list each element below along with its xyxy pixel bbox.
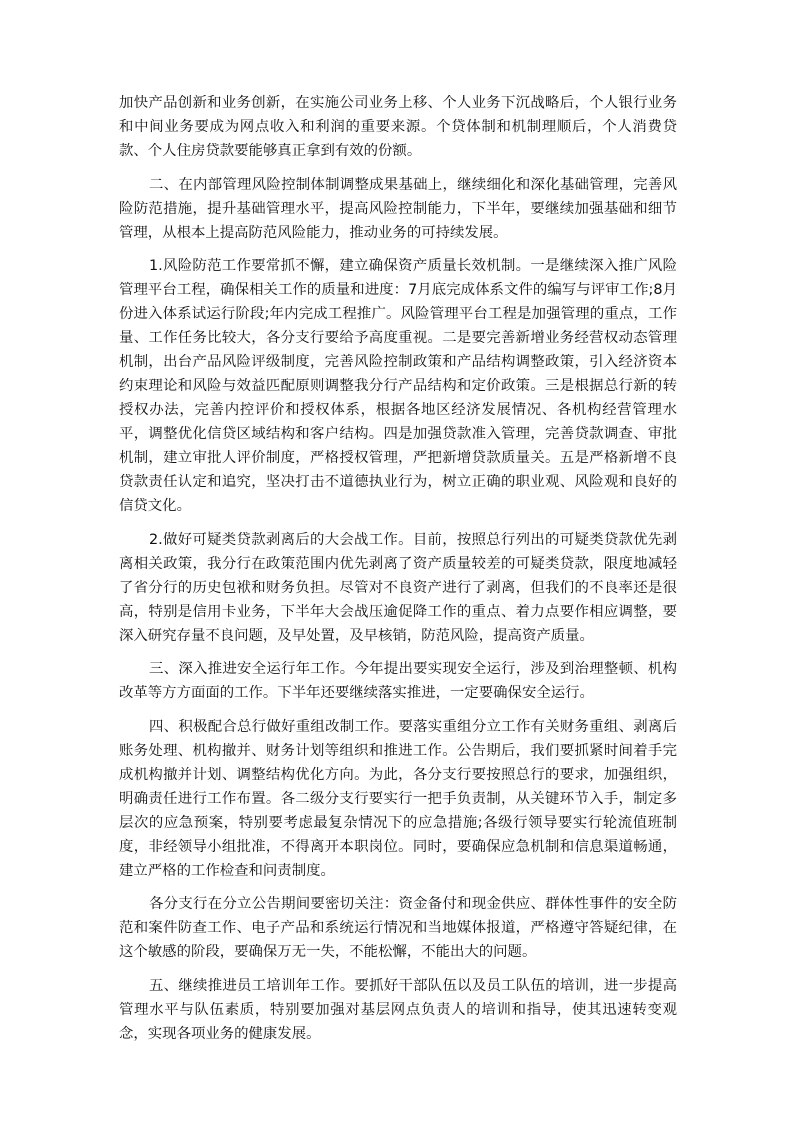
paragraph-section-3: 三、深入推进安全运行年工作。今年提出要实现安全运行，涉及到治理整顿、机构改革等方方面面的工作。下半年还要继续落实推进，一定要确保安全运行。 xyxy=(119,661,677,701)
paragraph-item-1: 1.风险防范工作要常抓不懈，建立确保资产质量长效机制。一是继续深入推广风险管理平台工程，确保相关工作的质量和进度：7月底完成体系文件的编写与评审工作;8月份进入体系试运行阶段;年内完成工程推广。风险管理平台工程是加强管理的重点，工作量、工作任务比较大，各分支行要给予高度重视。二是要完善新增业务经营权动态管理机制，出台产品风险评级制度，完善风险控制政策和产品结构调整政策，引入经济资本约束理论和风险与效益匹配原则调整我分行产品结构和定价政策。三是根据总行新的转授权办法，完善内控评价和授权体系，根据各地区经济发展情况、各机构经营管理水平，调整优化信贷区域结构和客户结构。四是加强贷款准入管理，完善贷款调查、审批机制，建立审批人评价制度，严格授权管理，严把新增贷款质量关。五是严格新增不良贷款责任认定和追究，坚决打击不道德执业行为，树立正确的职业观、风险观和良好的信贷文化。 xyxy=(119,258,677,514)
document-body xyxy=(119,91,677,1055)
paragraph-section-4: 四、积极配合总行做好重组改制工作。要落实重组分立工作有关财务重组、剥离后账务处理、机构撤并、财务计划等组织和推进工作。公告期后，我们要抓紧时间着手完成机构撤并计划、调整结构优化方向。为此，各分支行要按照总行的要求，加强组织，明确责任进行工作布置。各二级分支行要实行一把手负责制，从关键环节入手，制定多层次的应急预案，特别要考虑最复杂情况下的应急措施;各级行领导要实行轮流值班制度，非经领导小组批准，不得离开本职岗位。同时，要确保应急机制和信息渠道畅通，建立严格的工作检查和问责制度。 xyxy=(119,718,677,879)
paragraph-intro: 加快产品创新和业务创新，在实施公司业务上移、个人业务下沉战略后，个人银行业务和中间业务要成为网点收入和利润的重要来源。个贷体制和机制理顺后，个人消费贷款、个人住房贷款要能够真正拿到有效的份额。 xyxy=(119,95,677,159)
paragraph-item-2: 2.做好可疑类贷款剥离后的大会战工作。目前，按照总行列出的可疑类贷款优先剥离相关政策，我分行在政策范围内优先剥离了资产质量较差的可疑类贷款，限度地减轻了省分行的历史包袱和财务负担。尽管对不良资产进行了剥离，但我们的不良率还是很高，特别是信用卡业务，下半年大会战压逾促降工作的重点、着力点要作相应调整，要深入研究存量不良问题，及早处置，及早核销，防范风险，提高资产质量。 xyxy=(119,531,677,644)
paragraph-announcement-period: 各分支行在分立公告期间要密切关注：资金备付和现金供应、群体性事件的安全防范和案件防查工作、电子产品和系统运行情况和当地媒体报道，严格遵守答疑纪律，在这个敏感的阶段，要确保万无一失，不能松懈，不能出大的问题。 xyxy=(119,896,677,960)
paragraph-section-2: 二、在内部管理风险控制体制调整成果基础上，继续细化和深化基础管理，完善风险防范措施，提升基础管理水平，提高风险控制能力，下半年，要继续加强基础和细节管理，从根本上提高防范风险能力，推动业务的可持续发展。 xyxy=(119,176,677,241)
paragraph-section-5: 五、继续推进员工培训年工作。要抓好干部队伍以及员工队伍的培训，进一步提高管理水平与队伍素质，特别要加强对基层网点负责人的培训和指导，使其迅速转变观念，实现各项业务的健康发展。 xyxy=(119,977,677,1042)
